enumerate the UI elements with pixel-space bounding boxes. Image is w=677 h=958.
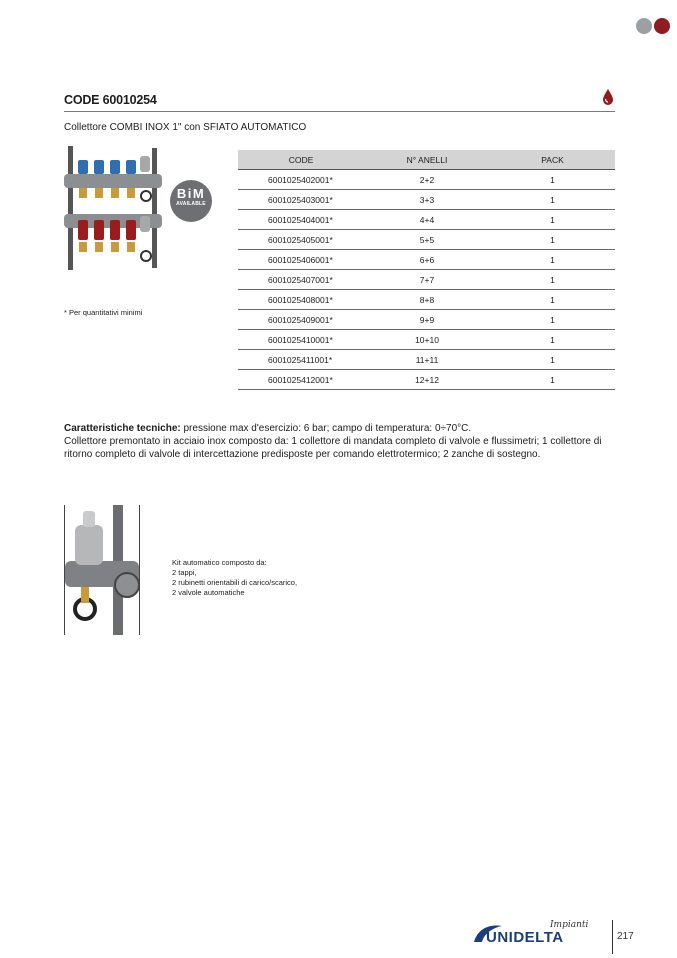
- cell-code: 6001025403001*: [238, 190, 364, 210]
- cell-code: 6001025411001*: [238, 350, 364, 370]
- cell-pack: 1: [490, 230, 615, 250]
- table-row: [238, 370, 615, 390]
- product-codes-table: [238, 150, 615, 390]
- cell-code: 6001025404001*: [238, 210, 364, 230]
- cell-pack: 1: [490, 310, 615, 330]
- table-row: [238, 230, 615, 250]
- kit-line: 2 tappi,: [172, 568, 197, 577]
- cell-pack: 1: [490, 350, 615, 370]
- cell-pack: 1: [490, 270, 615, 290]
- cell-rings: 11+11: [364, 350, 490, 370]
- cell-code: 6001025405001*: [238, 230, 364, 250]
- cell-pack: 1: [490, 210, 615, 230]
- manifold-product-image: [62, 144, 166, 272]
- cell-code: 6001025409001*: [238, 310, 364, 330]
- minimum-quantity-note: * Per quantitativi minimi: [64, 308, 143, 317]
- cell-code: 6001025410001*: [238, 330, 364, 350]
- cell-code: 6001025402001*: [238, 170, 364, 190]
- cell-rings: 10+10: [364, 330, 490, 350]
- table-row: [238, 330, 615, 350]
- table-row: [238, 250, 615, 270]
- table-row: [238, 310, 615, 330]
- brand-script: Impianti: [550, 920, 589, 930]
- technical-specs: [64, 422, 624, 461]
- kit-line: 2 rubinetti orientabili di carico/scarico,: [172, 578, 298, 587]
- tech-label: Caratteristiche tecniche:: [64, 423, 181, 434]
- grey-circle-icon: [636, 18, 652, 34]
- table-header-row: [238, 150, 615, 170]
- table-row: [238, 270, 615, 290]
- cell-rings: 12+12: [364, 370, 490, 390]
- cell-code: 6001025406001*: [238, 250, 364, 270]
- product-subtitle: Collettore COMBI INOX 1" con SFIATO AUTOMATICO: [64, 122, 307, 133]
- bim-available-badge: BiM AVAILABLE: [170, 180, 212, 222]
- kit-line: 2 valvole automatiche: [172, 588, 245, 597]
- kit-description: [172, 558, 297, 598]
- page-number-divider: [612, 920, 613, 954]
- column-header-code: CODE: [238, 150, 364, 170]
- product-code-title: CODE 60010254: [64, 93, 157, 107]
- cell-rings: 5+5: [364, 230, 490, 250]
- cell-pack: 1: [490, 250, 615, 270]
- column-header-rings: N° ANELLI: [364, 150, 490, 170]
- tech-paragraph: Collettore premontato in acciaio inox composto da: 1 collettore di mandata completo di valvole e flussimetri; 1 collettore di ritorno completo di valvole di intercettazione predisposte per comando elettrotermico; 2 zanche di sostegno.: [64, 436, 602, 460]
- table-row: [238, 290, 615, 310]
- cell-pack: 1: [490, 290, 615, 310]
- cell-rings: 8+8: [364, 290, 490, 310]
- table-row: [238, 350, 615, 370]
- cell-pack: 1: [490, 170, 615, 190]
- cell-code: 6001025412001*: [238, 370, 364, 390]
- table-row: [238, 190, 615, 210]
- brand-name: UNIDELTA: [486, 929, 564, 946]
- table-row: [238, 170, 615, 190]
- cell-rings: 9+9: [364, 310, 490, 330]
- unidelta-logo: [472, 916, 608, 946]
- kit-line: Kit automatico composto da:: [172, 558, 267, 567]
- cell-rings: 3+3: [364, 190, 490, 210]
- page-number: 217: [617, 931, 634, 942]
- cell-rings: 4+4: [364, 210, 490, 230]
- cell-rings: 6+6: [364, 250, 490, 270]
- cell-pack: 1: [490, 330, 615, 350]
- title-divider: [64, 111, 615, 112]
- cell-rings: 2+2: [364, 170, 490, 190]
- cell-pack: 1: [490, 370, 615, 390]
- water-drop-icon: [601, 88, 615, 106]
- red-circle-icon: [654, 18, 670, 34]
- table-row: [238, 210, 615, 230]
- cell-code: 6001025407001*: [238, 270, 364, 290]
- column-header-pack: PACK: [490, 150, 615, 170]
- cell-pack: 1: [490, 190, 615, 210]
- cell-rings: 7+7: [364, 270, 490, 290]
- tech-line: [64, 422, 624, 435]
- tech-line1: pressione max d'esercizio: 6 bar; campo di temperatura: 0÷70°C.: [180, 423, 472, 434]
- cell-code: 6001025408001*: [238, 290, 364, 310]
- automatic-kit-image: [64, 505, 140, 635]
